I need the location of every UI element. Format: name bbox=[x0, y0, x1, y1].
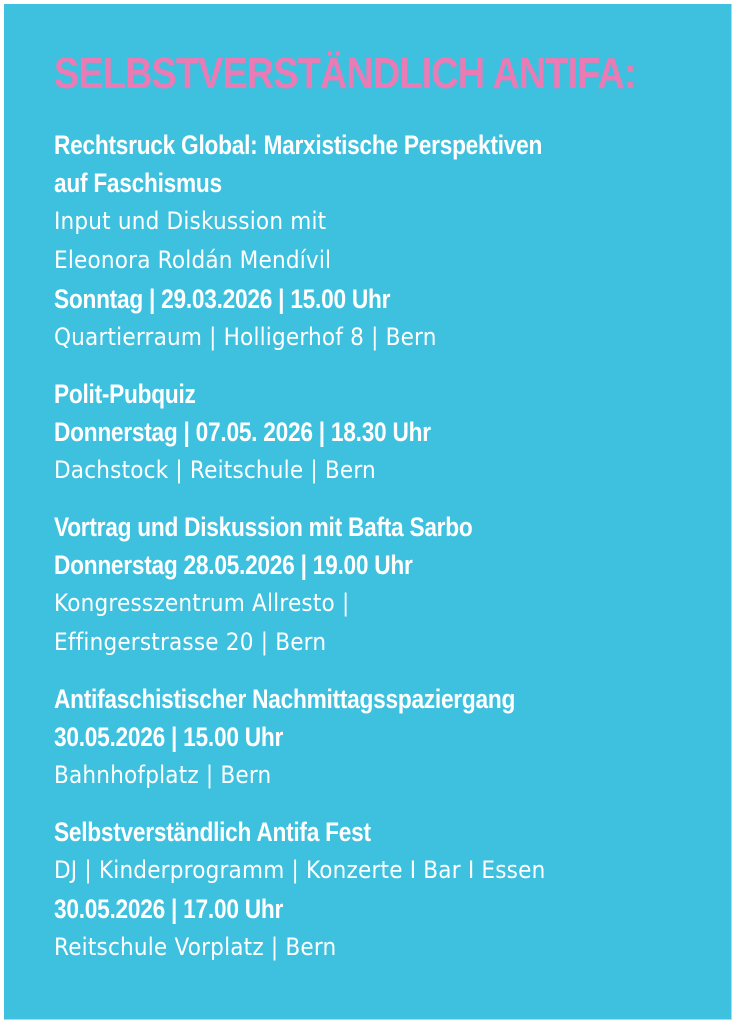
event-location: Quartierraum | Holligerhof 8 | Bern bbox=[54, 323, 437, 351]
event-item-spaziergang bbox=[54, 680, 714, 795]
event-list bbox=[54, 126, 714, 967]
event-location: Kongresszentrum Allresto | bbox=[54, 589, 350, 617]
event-heading: Selbstverständlich Antifa Fest bbox=[54, 817, 371, 847]
event-poster bbox=[4, 4, 732, 1020]
event-location: Dachstock | Reitschule | Bern bbox=[54, 456, 376, 484]
event-location: Reitschule Vorplatz | Bern bbox=[54, 933, 337, 961]
event-description: Eleonora Roldán Mendívil bbox=[54, 246, 332, 274]
event-datetime: 30.05.2026 | 17.00 Uhr bbox=[54, 894, 284, 924]
event-heading: Antifaschistischer Nachmittagsspaziergang bbox=[54, 684, 516, 714]
event-description: Input und Diskussion mit bbox=[54, 207, 327, 235]
event-item-marxist-perspectives bbox=[54, 126, 714, 357]
event-heading: Rechtsruck Global: Marxistische Perspektiven bbox=[54, 130, 543, 160]
event-location: Effingerstrasse 20 | Bern bbox=[54, 628, 327, 656]
event-location: Bahnhofplatz | Bern bbox=[54, 761, 272, 789]
event-datetime: Donnerstag | 07.05. 2026 | 18.30 Uhr bbox=[54, 417, 431, 447]
event-datetime: Sonntag | 29.03.2026 | 15.00 Uhr bbox=[54, 284, 391, 314]
event-item-fest bbox=[54, 813, 714, 967]
event-heading: Vortrag und Diskussion mit Bafta Sarbo bbox=[54, 512, 473, 542]
event-datetime: Donnerstag 28.05.2026 | 19.00 Uhr bbox=[54, 550, 413, 580]
poster-title: SELBSTVERSTÄNDLICH ANTIFA: bbox=[54, 49, 636, 98]
event-item-bafta-sarbo bbox=[54, 508, 714, 662]
event-heading: auf Faschismus bbox=[54, 168, 222, 198]
event-heading: Polit-Pubquiz bbox=[54, 379, 196, 409]
event-item-pubquiz bbox=[54, 375, 714, 490]
event-description: DJ | Kinderprogramm | Konzerte I Bar I Essen bbox=[54, 856, 546, 884]
event-datetime: 30.05.2026 | 15.00 Uhr bbox=[54, 722, 284, 752]
